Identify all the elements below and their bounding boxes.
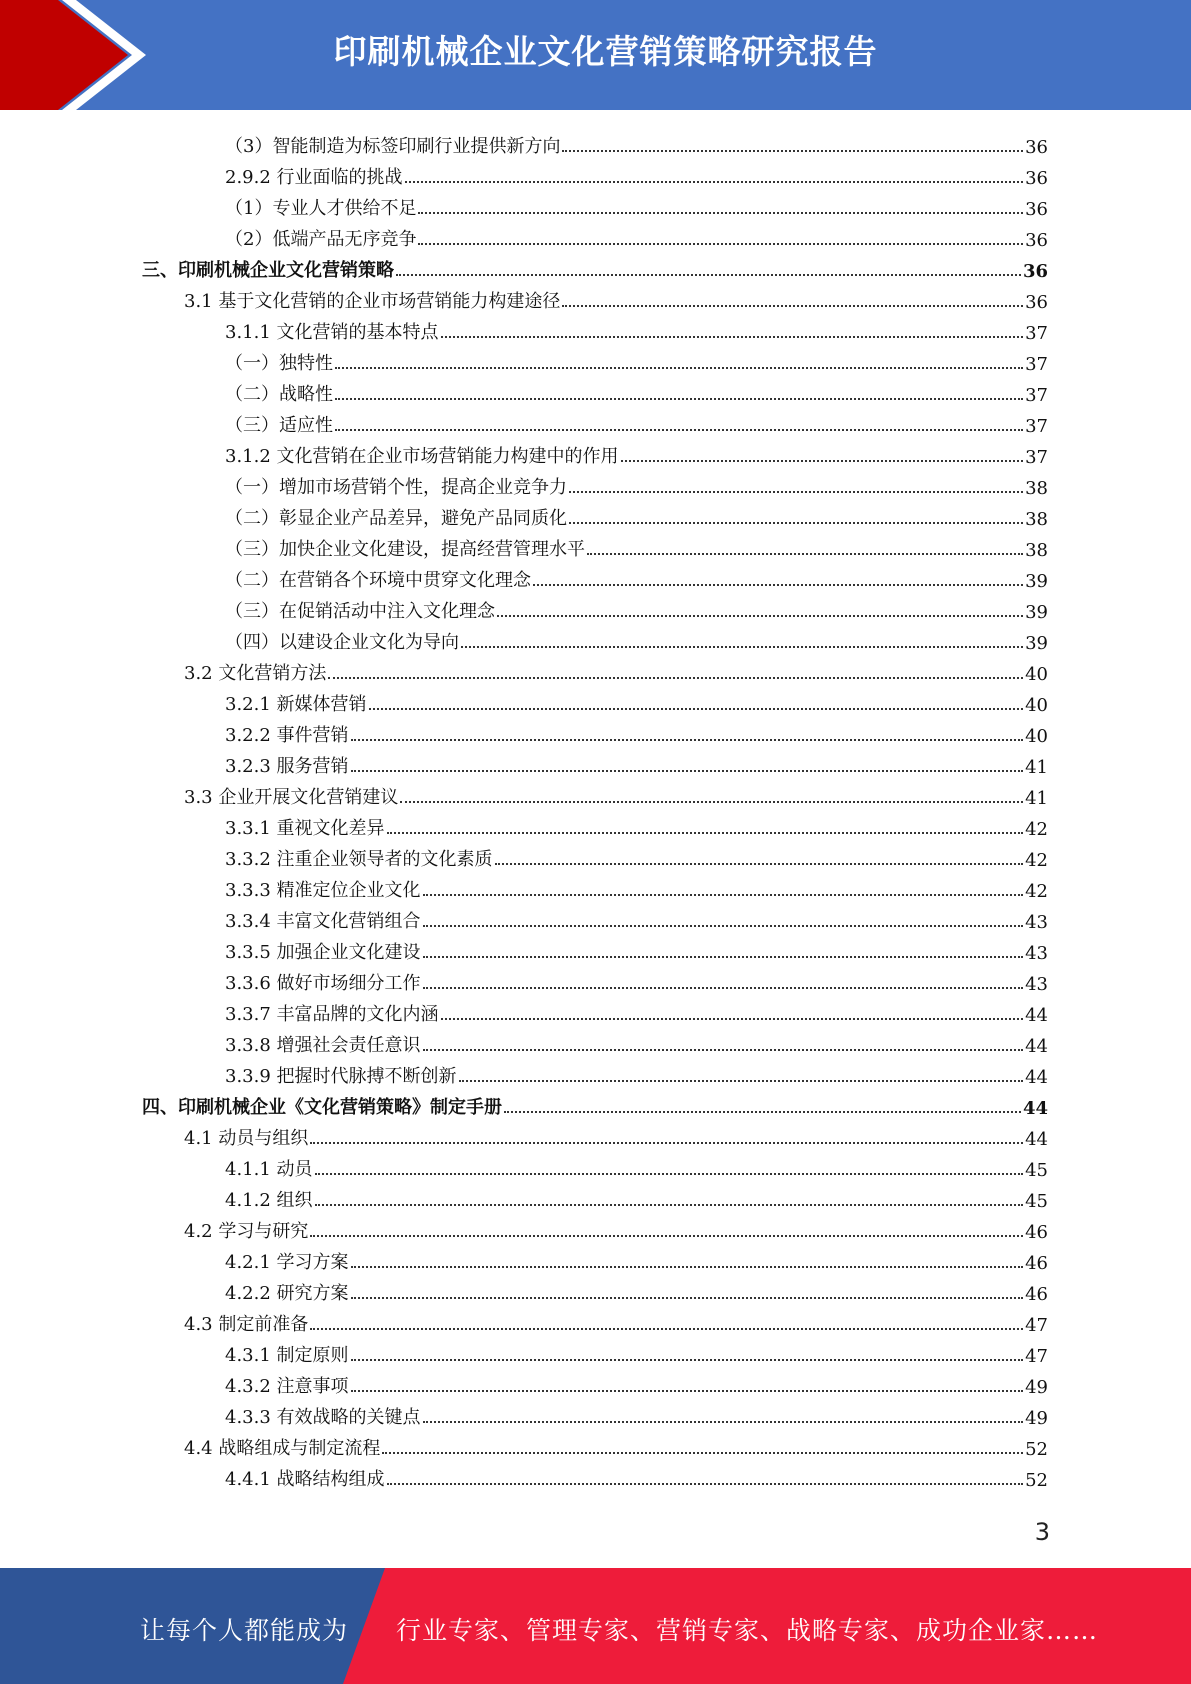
toc-entry-page: 39 [1025, 571, 1048, 592]
toc-entry[interactable] [142, 1088, 1048, 1119]
toc-entry-label: 4.4.1 战略结构组成 [225, 1469, 385, 1490]
toc-entry-page: 41 [1025, 757, 1048, 778]
toc-entry[interactable] [225, 437, 1048, 468]
toc-entry[interactable] [225, 1367, 1048, 1398]
toc-leader-dots [461, 646, 1023, 648]
toc-entry-label: 3.2.2 事件营销 [225, 725, 349, 746]
toc-entry-label: 3.3.8 增强社会责任意识 [225, 1035, 421, 1056]
toc-entry-page: 37 [1025, 447, 1048, 468]
toc-leader-dots [328, 677, 1023, 679]
toc-leader-dots [441, 1018, 1024, 1020]
toc-entry-label: 3.3.7 丰富品牌的文化内涵 [225, 1004, 439, 1025]
toc-entry-label: 4.3.1 制定原则 [225, 1345, 349, 1366]
toc-entry[interactable] [225, 995, 1048, 1026]
toc-entry-page: 36 [1025, 137, 1048, 158]
toc-entry-page: 36 [1025, 292, 1048, 313]
toc-leader-dots [562, 150, 1023, 152]
toc-entry[interactable] [225, 1398, 1048, 1429]
toc-entry-label: 3.3.6 做好市场细分工作 [225, 973, 421, 994]
toc-entry[interactable] [225, 1026, 1048, 1057]
toc-leader-dots [387, 832, 1024, 834]
toc-leader-dots [351, 1297, 1024, 1299]
toc-leader-dots [423, 894, 1024, 896]
toc-entry-page: 37 [1025, 385, 1048, 406]
toc-leader-dots [335, 429, 1023, 431]
toc-entry-page: 44 [1022, 1098, 1048, 1119]
toc-leader-dots [310, 1142, 1023, 1144]
toc-leader-dots [423, 956, 1024, 958]
toc-entry[interactable] [225, 1057, 1048, 1088]
toc-entry[interactable] [142, 251, 1048, 282]
toc-entry[interactable] [225, 685, 1048, 716]
toc-entry-label: 3.3.2 注重企业领导者的文化素质 [225, 849, 493, 870]
toc-entry-page: 47 [1025, 1346, 1048, 1367]
toc-leader-dots [315, 1204, 1024, 1206]
toc-entry[interactable] [225, 592, 1048, 623]
toc-entry[interactable] [225, 902, 1048, 933]
toc-entry-label: （一）增加市场营销个性，提高企业竞争力 [225, 477, 567, 498]
toc-entry-label: （3）智能制造为标签印刷行业提供新方向 [225, 136, 561, 157]
toc-entry-page: 45 [1025, 1160, 1048, 1181]
toc-leader-dots [587, 553, 1023, 555]
toc-entry-label: （一）独特性 [225, 353, 333, 374]
toc-entry[interactable] [225, 840, 1048, 871]
toc-entry-page: 44 [1025, 1005, 1048, 1026]
toc-entry-page: 46 [1025, 1222, 1048, 1243]
toc-entry-label: 3.3.9 把握时代脉搏不断创新 [225, 1066, 457, 1087]
toc-entry[interactable] [225, 158, 1048, 189]
toc-entry-label: 2.9.2 行业面临的挑战 [225, 167, 403, 188]
toc-entry-label: （二）在营销各个环境中贯穿文化理念 [225, 570, 531, 591]
toc-entry-label: 四、印刷机械企业《文化营销策略》制定手册 [142, 1097, 502, 1118]
toc-entry[interactable] [225, 964, 1048, 995]
toc-entry-label: 4.1.2 组织 [225, 1190, 313, 1211]
toc-entry-label: 3.2.3 服务营销 [225, 756, 349, 777]
toc-entry[interactable] [225, 809, 1048, 840]
toc-entry-label: （二）彰显企业产品差异，避免产品同质化 [225, 508, 567, 529]
toc-entry-page: 49 [1025, 1377, 1048, 1398]
toc-entry[interactable] [225, 468, 1048, 499]
toc-entry-page: 43 [1025, 974, 1048, 995]
toc-entry-page: 40 [1025, 726, 1048, 747]
toc-entry[interactable] [184, 1212, 1048, 1243]
toc-entry-page: 44 [1025, 1036, 1048, 1057]
toc-entry-page: 52 [1025, 1470, 1048, 1491]
toc-entry-page: 38 [1025, 540, 1048, 561]
toc-entry-page: 44 [1025, 1067, 1048, 1088]
toc-leader-dots [495, 863, 1024, 865]
toc-entry-page: 45 [1025, 1191, 1048, 1212]
toc-entry-label: 3.1.2 文化营销在企业市场营销能力构建中的作用 [225, 446, 619, 467]
toc-entry-label: （三）适应性 [225, 415, 333, 436]
toc-leader-dots [504, 1111, 1021, 1113]
toc-leader-dots [400, 801, 1023, 803]
toc-leader-dots [351, 1359, 1024, 1361]
toc-leader-dots [418, 212, 1023, 214]
toc-entry[interactable] [184, 654, 1048, 685]
toc-entry-label: 3.3.1 重视文化差异 [225, 818, 385, 839]
toc-entry-page: 36 [1025, 199, 1048, 220]
toc-entry[interactable] [225, 1460, 1048, 1491]
toc-entry-page: 37 [1025, 323, 1048, 344]
toc-leader-dots [569, 491, 1023, 493]
toc-entry-page: 36 [1025, 230, 1048, 251]
toc-entry-page: 46 [1025, 1284, 1048, 1305]
toc-entry-page: 36 [1025, 168, 1048, 189]
toc-entry-page: 37 [1025, 354, 1048, 375]
toc-leader-dots [423, 1049, 1024, 1051]
toc-entry[interactable] [225, 716, 1048, 747]
toc-leader-dots [497, 615, 1023, 617]
toc-entry[interactable] [225, 406, 1048, 437]
toc-entry-label: 4.4 战略组成与制定流程 [184, 1438, 381, 1459]
toc-entry-page: 43 [1025, 912, 1048, 933]
toc-leader-dots [621, 460, 1024, 462]
toc-entry-label: 3.1 基于文化营销的企业市场营销能力构建途径 [184, 291, 561, 312]
toc-entry-page: 36 [1022, 261, 1048, 282]
toc-entry-label: 3.3.3 精准定位企业文化 [225, 880, 421, 901]
toc-entry[interactable] [225, 1336, 1048, 1367]
page-footer [0, 1568, 1191, 1684]
toc-leader-dots [441, 336, 1024, 338]
toc-entry-label: 3.1.1 文化营销的基本特点 [225, 322, 439, 343]
toc-entry-page: 42 [1025, 850, 1048, 871]
toc-entry[interactable] [225, 561, 1048, 592]
toc-entry-page: 39 [1025, 602, 1048, 623]
toc-leader-dots [405, 181, 1024, 183]
toc-entry-label: 4.3.2 注意事项 [225, 1376, 349, 1397]
toc-leader-dots [369, 708, 1024, 710]
toc-entry-page: 43 [1025, 943, 1048, 964]
toc-leader-dots [351, 739, 1024, 741]
toc-entry-label: （1）专业人才供给不足 [225, 198, 417, 219]
toc-leader-dots [351, 1266, 1024, 1268]
toc-leader-dots [562, 305, 1023, 307]
toc-entry[interactable] [225, 313, 1048, 344]
toc-entry[interactable] [225, 747, 1048, 778]
toc-leader-dots [423, 1421, 1024, 1423]
footer-slogan-right: 行业专家、管理专家、营销专家、战略专家、成功企业家…… [396, 1616, 1099, 1645]
toc-leader-dots [310, 1328, 1023, 1330]
toc-leader-dots [387, 1483, 1024, 1485]
toc-entry[interactable] [225, 127, 1048, 158]
toc-leader-dots [310, 1235, 1023, 1237]
toc-leader-dots [459, 1080, 1024, 1082]
toc-entry[interactable] [225, 1150, 1048, 1181]
toc-entry-page: 46 [1025, 1253, 1048, 1274]
toc-entry[interactable] [225, 220, 1048, 251]
toc-leader-dots [423, 925, 1024, 927]
toc-entry[interactable] [225, 189, 1048, 220]
toc-entry-page: 42 [1025, 881, 1048, 902]
toc-leader-dots [533, 584, 1023, 586]
toc-leader-dots [351, 1390, 1024, 1392]
toc-entry-page: 39 [1025, 633, 1048, 654]
toc-entry-label: （2）低端产品无序竞争 [225, 229, 417, 250]
toc-entry[interactable] [225, 1274, 1048, 1305]
page-header [0, 0, 1191, 110]
toc-entry-page: 42 [1025, 819, 1048, 840]
toc-entry[interactable] [225, 499, 1048, 530]
toc-entry-label: 4.2.1 学习方案 [225, 1252, 349, 1273]
toc-leader-dots [382, 1452, 1023, 1454]
toc-entry-page: 41 [1025, 788, 1048, 809]
toc-entry[interactable] [225, 530, 1048, 561]
toc-entry-page: 40 [1025, 695, 1048, 716]
toc-entry-label: 4.1 动员与组织 [184, 1128, 309, 1149]
toc-leader-dots [351, 770, 1024, 772]
toc-entry[interactable] [225, 871, 1048, 902]
toc-leader-dots [396, 274, 1021, 276]
toc-leader-dots [569, 522, 1023, 524]
toc-entry[interactable] [225, 933, 1048, 964]
toc-entry-label: 3.2 文化营销方法 [184, 663, 327, 684]
toc-entry-label: 4.2.2 研究方案 [225, 1283, 349, 1304]
toc-entry[interactable] [184, 282, 1048, 313]
toc-entry[interactable] [184, 778, 1048, 809]
toc-entry-page: 52 [1025, 1439, 1048, 1460]
page-number: 3 [1034, 1518, 1050, 1546]
toc-entry[interactable] [184, 1429, 1048, 1460]
toc-entry[interactable] [184, 1305, 1048, 1336]
toc-entry-page: 38 [1025, 509, 1048, 530]
toc-leader-dots [315, 1173, 1024, 1175]
toc-entry[interactable] [225, 1243, 1048, 1274]
toc-entry-label: 三、印刷机械企业文化营销策略 [142, 260, 394, 281]
toc-entry-label: （二）战略性 [225, 384, 333, 405]
toc-leader-dots [423, 987, 1024, 989]
toc-entry-label: 4.3 制定前准备 [184, 1314, 309, 1335]
toc-entry-label: 3.3.5 加强企业文化建设 [225, 942, 421, 963]
toc-entry-page: 40 [1025, 664, 1048, 685]
toc-entry-label: 4.3.3 有效战略的关键点 [225, 1407, 421, 1428]
toc-entry[interactable] [225, 1181, 1048, 1212]
toc-leader-dots [335, 367, 1023, 369]
toc-entry-label: （三）在促销活动中注入文化理念 [225, 601, 495, 622]
toc-entry-page: 49 [1025, 1408, 1048, 1429]
toc-leader-dots [418, 243, 1023, 245]
toc-entry-label: 4.1.1 动员 [225, 1159, 313, 1180]
toc-entry-label: 4.2 学习与研究 [184, 1221, 309, 1242]
toc-entry-label: （四）以建设企业文化为导向 [225, 632, 459, 653]
toc-entry-label: 3.3.4 丰富文化营销组合 [225, 911, 421, 932]
report-title: 印刷机械企业文化营销策略研究报告 [333, 32, 878, 71]
toc-entry-page: 47 [1025, 1315, 1048, 1336]
toc-entry-page: 38 [1025, 478, 1048, 499]
toc-entry[interactable] [225, 623, 1048, 654]
toc-entry-page: 44 [1025, 1129, 1048, 1150]
toc-entry-label: （三）加快企业文化建设，提高经营管理水平 [225, 539, 585, 560]
toc-entry-label: 3.3 企业开展文化营销建议 [184, 787, 399, 808]
footer-slogan-left: 让每个人都能成为 [140, 1616, 349, 1645]
toc-entry[interactable] [225, 344, 1048, 375]
toc-entry[interactable] [184, 1119, 1048, 1150]
toc-entry-label: 3.2.1 新媒体营销 [225, 694, 367, 715]
toc-entry[interactable] [225, 375, 1048, 406]
toc-leader-dots [335, 398, 1023, 400]
toc-entry-page: 37 [1025, 416, 1048, 437]
